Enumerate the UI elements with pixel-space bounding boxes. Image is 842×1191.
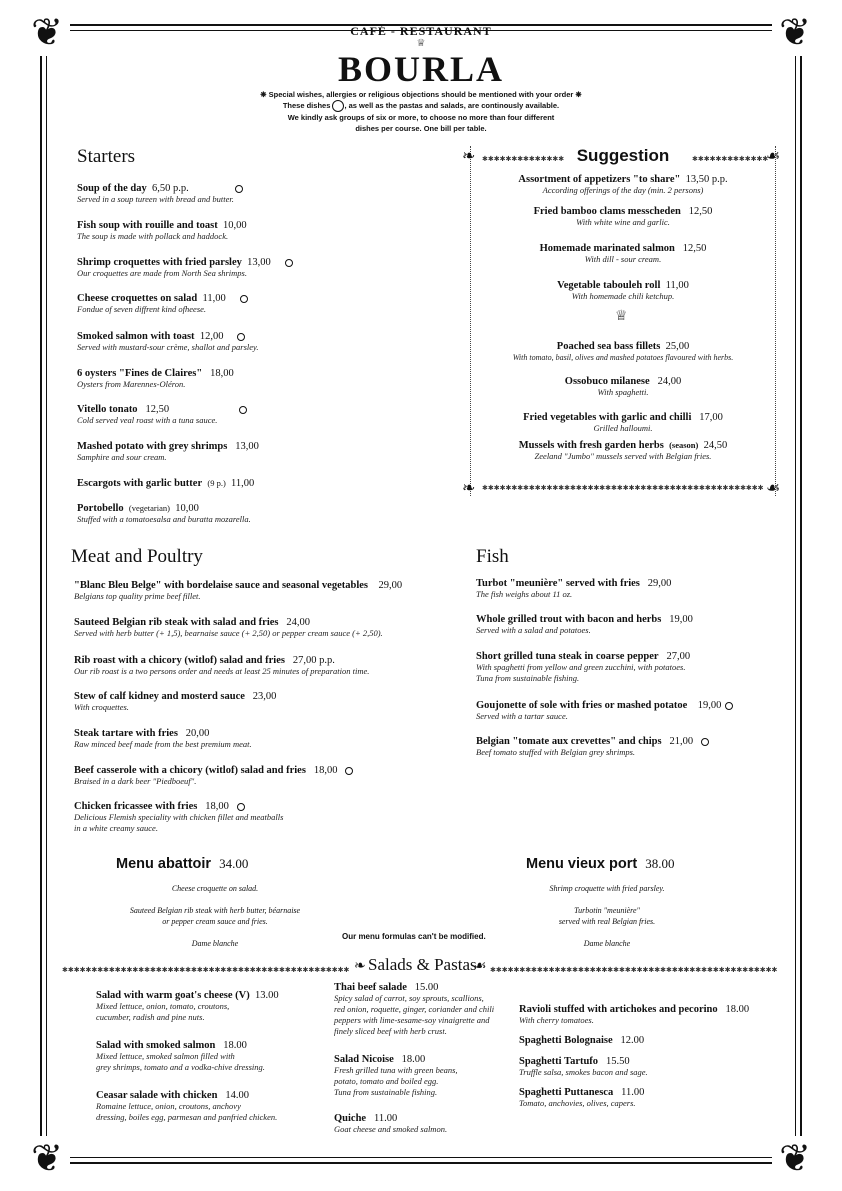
flourish-icon: ❋ <box>573 90 582 99</box>
item-price: 18,00 <box>210 368 234 379</box>
restaurant-name: BOURLA <box>337 49 505 89</box>
item-price: 15.50 <box>605 1056 630 1067</box>
clock-icon <box>345 767 353 775</box>
menu-item <box>77 404 247 426</box>
fleur-icon: ☙ <box>766 148 781 165</box>
item-description: Cold served veal roast with a tuna sauce. <box>77 415 218 425</box>
clock-icon <box>701 738 709 746</box>
menu-item <box>476 651 690 684</box>
menu-item <box>74 655 369 677</box>
item-title <box>476 700 733 711</box>
item-description: Tuna from sustainable fishing. <box>334 1087 438 1097</box>
fleur-icon: ❧ <box>354 959 366 974</box>
item-description: finely sliced beef with herb crust. <box>334 1026 447 1036</box>
item-name: Ravioli stuffed with artichokes and pecorino <box>519 1004 718 1015</box>
corner-ornament-icon: ❦ <box>24 10 70 56</box>
item-title <box>519 1004 749 1015</box>
menu-item <box>96 1090 277 1123</box>
item-title <box>476 614 693 625</box>
menu-vieux-port-line: Turbotin "meunière" <box>574 906 640 915</box>
menu-item <box>470 341 776 363</box>
item-name: Vitello tonato <box>77 404 138 415</box>
item-price: 25,00 <box>665 341 690 352</box>
item-price: 24,00 <box>657 376 682 387</box>
item-name: Short grilled tuna steak in coarse pepper <box>476 651 659 662</box>
item-name: Belgian "tomate aux crevettes" and chips <box>476 736 662 747</box>
menu-item <box>77 441 259 463</box>
item-price: 14.00 <box>225 1090 249 1101</box>
item-name: Vegetable tabouleh roll <box>557 280 661 291</box>
clock-icon <box>725 702 733 710</box>
corner-ornament-icon: ❦ <box>24 1136 70 1182</box>
item-name: Mashed potato with grey shrimps <box>77 441 228 452</box>
menu-item <box>470 376 776 398</box>
item-description: Tomato, anchovies, olives, capers. <box>519 1098 636 1108</box>
clock-icon <box>239 406 247 414</box>
item-price: 18.00 <box>401 1054 426 1065</box>
item-price: 18.00 <box>223 1040 247 1051</box>
item-name: Salad with smoked salmon <box>96 1040 216 1051</box>
menu-item <box>77 503 251 525</box>
item-title <box>96 1090 277 1101</box>
item-name: Beef casserole with a chicory (witlof) salad and fries <box>74 765 306 776</box>
item-name: Salad Nicoise <box>334 1054 394 1065</box>
item-name: Assortment of appetizers "to share" <box>518 174 681 185</box>
item-price: 24,00 <box>286 617 310 628</box>
item-name: Cheese croquettes on salad <box>77 293 198 304</box>
item-title <box>77 478 254 489</box>
item-description: Tuna from sustainable fishing. <box>476 673 580 683</box>
item-name: Smoked salmon with toast <box>77 331 195 342</box>
item-price: 19,00 <box>669 614 693 625</box>
item-name: Soup of the day <box>77 183 147 194</box>
item-description: grey shrimps, tomato and a vodka-chive dressing. <box>96 1062 265 1072</box>
item-description: The fish weighs about 11 oz. <box>476 589 573 599</box>
item-description: in a white creamy sauce. <box>74 823 158 833</box>
item-description: Served with mustard-sour crème, shallot and parsley. <box>77 342 259 352</box>
crown-icon: ♕ <box>615 309 628 324</box>
item-name: Fried bamboo clams messcheden <box>533 206 681 217</box>
menu-item <box>470 206 776 228</box>
item-name: Goujonette of sole with fries or mashed potatoe <box>476 700 688 711</box>
menu-item <box>77 368 234 390</box>
item-name: "Blanc Bleu Belge" with bordelaise sauce and seasonal vegetables <box>74 580 368 591</box>
menu-item <box>74 580 402 602</box>
item-price: 24,50 <box>703 440 728 451</box>
menu-item <box>476 700 733 722</box>
menu-item <box>476 736 709 758</box>
item-description: Truffle salsa, smokes bacon and sage. <box>519 1067 648 1077</box>
item-name: Stew of calf kidney and mosterd sauce <box>74 691 245 702</box>
item-description: Raw minced beef made from the best premium meat. <box>74 739 252 749</box>
menu-vieux-port-title: Menu vieux port 38.00 <box>526 856 675 872</box>
item-title <box>74 617 383 628</box>
item-title <box>476 578 671 589</box>
item-name: Steak tartare with fries <box>74 728 178 739</box>
item-description: Romaine lettuce, onion, croutons, anchovy <box>96 1101 241 1111</box>
fleur-icon: ☙ <box>766 480 781 497</box>
item-description: potato, tomato and boiled egg. <box>334 1076 439 1086</box>
item-name: Portobello <box>77 503 124 514</box>
item-description: Goat cheese and smoked salmon. <box>334 1124 448 1134</box>
menu-item <box>77 293 248 315</box>
item-title <box>77 293 248 304</box>
item-description: With cherry tomatoes. <box>519 1015 594 1025</box>
clock-icon <box>237 333 245 341</box>
item-title <box>476 736 709 747</box>
item-price: 12,50 <box>688 206 713 217</box>
menu-item <box>334 982 494 1037</box>
item-price: 29,00 <box>647 578 672 589</box>
header-note: ❋ Special wishes, allergies or religious objections should be mentioned with your order ❋ These dishes , as well as the pastas and salads, are continously available. We kindly ask groups of six or more, to choose no more than four different dishes per course. One bill per table. <box>260 90 582 134</box>
menu-vieux-port-line: Shrimp croquette with fried parsley. <box>549 884 665 893</box>
item-description: With homemade chili ketchup. <box>571 291 675 301</box>
item-name: Mussels with fresh garden herbs <box>518 440 664 451</box>
item-price: 12,00 <box>199 331 224 342</box>
item-description: With croquettes. <box>74 702 129 712</box>
item-name: Sauteed Belgian rib steak with salad and fries <box>74 617 279 628</box>
menu-item <box>470 174 776 196</box>
corner-ornament-icon: ❦ <box>772 10 818 56</box>
item-price: 6,50 p.p. <box>151 183 189 194</box>
menu-item <box>77 257 293 279</box>
menu-item <box>74 691 276 713</box>
menu-item <box>476 614 693 636</box>
item-title <box>74 655 369 666</box>
clock-icon <box>240 295 248 303</box>
menu-item <box>519 1056 648 1078</box>
item-title <box>470 412 776 423</box>
item-description: red onion, roquette, ginger, coriander and chili <box>334 1004 495 1014</box>
menu-item <box>519 1087 644 1109</box>
item-title <box>77 331 258 342</box>
item-description: Stuffed with a tomatoesalsa and buratta mozarella. <box>77 514 251 524</box>
item-price: 19,00 <box>697 700 722 711</box>
section-title-salads: Salads & Pastas <box>368 955 477 974</box>
star-divider: ✱✱✱✱✱✱✱✱✱✱✱✱✱✱ <box>482 155 565 163</box>
menu-item <box>470 280 776 302</box>
item-price: 11.00 <box>621 1087 645 1098</box>
item-name: (season) <box>669 440 699 450</box>
item-description: According offerings of the day (min. 2 persons) <box>542 185 704 195</box>
item-description: Oysters from Marennes-Oléron. <box>77 379 186 389</box>
item-name: Spaghetti Tartufo <box>519 1056 599 1067</box>
item-description: Served with herb butter (+ 1,5), bearnaise sauce (+ 2,50) or pepper cream sauce (+ 2,50). <box>74 628 383 638</box>
item-title <box>519 1087 644 1098</box>
item-title <box>334 1113 447 1124</box>
item-title <box>470 341 776 352</box>
menu-item <box>96 1040 265 1073</box>
menu-item <box>470 440 776 462</box>
crown-icon: ♕ <box>416 38 426 49</box>
item-name: Escargots with garlic butter <box>77 478 203 489</box>
item-price: 12,50 <box>145 404 170 415</box>
item-name: (vegetarian) <box>128 503 170 513</box>
menu-item <box>77 478 254 489</box>
item-price: 23,00 <box>252 691 277 702</box>
item-price: 10,00 <box>222 220 247 231</box>
item-price: 27,00 <box>666 651 691 662</box>
menu-abattoir-line: Sauteed Belgian rib steak with herb butter, béarnaise <box>129 906 301 915</box>
item-title <box>470 174 776 185</box>
item-name: Thai beef salade <box>334 982 407 993</box>
item-title <box>74 765 353 776</box>
item-name: Fried vegetables with garlic and chilli <box>523 412 692 423</box>
clock-icon <box>235 185 243 193</box>
menu-vieux-port-line: served with real Belgian fries. <box>558 917 656 926</box>
item-title <box>74 801 283 812</box>
item-description: Mixed lettuce, onion, tomato, croutons, <box>96 1001 230 1011</box>
item-price: 18,00 <box>313 765 338 776</box>
menu-abattoir-line: Dame blanche <box>191 939 239 948</box>
item-price: 13,00 <box>247 257 271 268</box>
section-title-fish: Fish <box>476 546 509 567</box>
item-title <box>77 220 247 231</box>
item-name: Homemade marinated salmon <box>539 243 675 254</box>
item-title <box>96 990 279 1001</box>
item-title <box>77 183 243 194</box>
section-title-starters: Starters <box>77 146 136 167</box>
item-title <box>519 1035 644 1046</box>
item-title <box>470 376 776 387</box>
item-description: With dill - sour cream. <box>584 254 662 264</box>
item-description: Beef tomato stuffed with Belgian grey shrimps. <box>476 747 636 757</box>
item-title <box>470 243 776 254</box>
item-price: 21,00 <box>669 736 694 747</box>
menu-item <box>476 578 671 600</box>
menu-item <box>74 801 283 834</box>
item-price: 18,00 <box>205 801 229 812</box>
menu-item <box>519 1004 749 1026</box>
item-name: Quiche <box>334 1113 367 1124</box>
item-description: Braised in a dark beer "Piedboeuf". <box>74 776 197 786</box>
item-name: Ceasar salade with chicken <box>96 1090 218 1101</box>
item-description: Served with a tartar sauce. <box>476 711 568 721</box>
menu-item <box>519 1035 644 1046</box>
menu-item <box>334 1054 458 1098</box>
item-title <box>334 982 494 993</box>
item-description: Samphire and sour cream. <box>77 452 167 462</box>
item-name: Turbot "meunière" served with fries <box>476 578 640 589</box>
item-name: Poached sea bass fillets <box>556 341 661 352</box>
item-price: 10,00 <box>175 503 199 514</box>
menu-item <box>74 728 252 750</box>
clock-icon <box>285 259 293 267</box>
menu-item <box>470 412 776 434</box>
item-description: Fondue of seven diffrent kind ofheese. <box>77 304 207 314</box>
item-description: Served in a soup tureen with bread and butter. <box>77 194 234 204</box>
star-divider: ✱✱✱✱✱✱✱✱✱✱✱✱✱✱✱✱✱✱✱✱✱✱✱✱✱✱✱✱✱✱✱✱✱✱✱✱✱✱✱✱✱✱✱✱✱✱✱✱ <box>482 484 764 492</box>
fleur-icon: ☙ <box>474 959 487 974</box>
item-description: Delicious Flemish speciality with chicken fillet and meatballs <box>74 812 284 822</box>
menu-item <box>334 1113 447 1135</box>
item-description: Spicy salad of carrot, soy sprouts, scallions, <box>334 993 484 1003</box>
menu-vieux-port-line: Dame blanche <box>583 939 631 948</box>
item-price: 17,00 <box>699 412 723 423</box>
item-name: Shrimp croquettes with fried parsley <box>77 257 242 268</box>
item-title <box>519 1056 648 1067</box>
menu-item <box>74 765 353 787</box>
item-title <box>77 368 234 379</box>
item-price: 11,00 <box>202 293 226 304</box>
item-price: 29,00 <box>378 580 403 591</box>
item-name: 6 oysters "Fines de Claires" <box>77 368 203 379</box>
menu-item <box>470 243 776 265</box>
item-description: Mixed lettuce, smoked salmon filled with <box>96 1051 235 1061</box>
item-name: Chicken fricassee with fries <box>74 801 198 812</box>
menu-item <box>77 331 258 353</box>
item-name: Fish soup with rouille and toast <box>77 220 218 231</box>
item-title <box>74 691 276 702</box>
item-price: 13.00 <box>254 990 279 1001</box>
item-title <box>77 503 251 514</box>
item-title <box>77 257 293 268</box>
star-divider: ✱✱✱✱✱✱✱✱✱✱✱✱✱ <box>692 155 769 163</box>
item-description: dressing, boiles egg, parmesan and panfried chicken. <box>96 1112 278 1122</box>
item-title <box>96 1040 265 1051</box>
item-description: With tomato, basil, olives and mashed potatoes flavoured with herbs. <box>512 353 734 362</box>
section-title-meat: Meat and Poultry <box>71 546 203 567</box>
item-price: 15.00 <box>414 982 439 993</box>
item-description: Our croquettes are made from North Sea shrimps. <box>77 268 247 278</box>
item-price: 20,00 <box>185 728 210 739</box>
star-divider: ✱✱✱✱✱✱✱✱✱✱✱✱✱✱✱✱✱✱✱✱✱✱✱✱✱✱✱✱✱✱✱✱✱✱✱✱✱✱✱✱✱✱✱✱✱✱✱✱✱ <box>490 966 778 974</box>
menu-abattoir-title: Menu abattoir 34.00 <box>116 856 249 872</box>
item-description: Fresh grilled tuna with green beans, <box>334 1065 458 1075</box>
item-description: With white wine and garlic. <box>576 217 670 227</box>
menu-item <box>77 183 243 205</box>
restaurant-subtitle: CAFÉ - RESTAURANT <box>350 24 492 38</box>
fleur-icon: ❧ <box>462 480 476 497</box>
item-title <box>74 580 402 591</box>
item-title <box>470 440 776 451</box>
item-title <box>77 404 247 415</box>
item-price: 11,00 <box>665 280 689 291</box>
menu-item <box>74 617 383 639</box>
fleur-icon: ❧ <box>462 148 476 165</box>
item-price: 11.00 <box>373 1113 398 1124</box>
page-header <box>200 24 642 134</box>
menu-item <box>96 990 279 1023</box>
clock-icon <box>332 100 344 112</box>
item-description: cucumber, radish and pine nuts. <box>96 1012 205 1022</box>
formula-note: Our menu formulas can't be modified. <box>342 932 486 941</box>
section-title-suggestion: Suggestion <box>576 146 670 165</box>
menu-abattoir-line: or pepper cream sauce and fries. <box>162 917 268 926</box>
menu-abattoir-line: Cheese croquette on salad. <box>171 884 259 893</box>
menu-item <box>77 220 247 242</box>
item-price: 11,00 <box>231 478 255 489</box>
item-price: 13,50 p.p. <box>685 174 728 185</box>
corner-ornament-icon: ❦ <box>772 1136 818 1182</box>
item-description: Served with a salad and potatoes. <box>476 625 591 635</box>
flourish-icon: ❋ <box>260 90 269 99</box>
item-name: Whole grilled trout with bacon and herbs <box>476 614 662 625</box>
item-description: peppers with lime-sesame-soy vinaigrette and <box>334 1015 490 1025</box>
item-description: Belgians top quality prime beef fillet. <box>74 591 201 601</box>
item-description: With spaghetti from yellow and green zucchini, with potatoes. <box>476 662 686 672</box>
item-name: Ossobuco milanese <box>564 376 650 387</box>
item-price: 27,00 p.p. <box>292 655 335 666</box>
item-description: Zeeland "Jumbo" mussels served with Belgian fries. <box>534 451 712 461</box>
item-title <box>476 651 690 662</box>
item-title <box>334 1054 458 1065</box>
star-divider: ✱✱✱✱✱✱✱✱✱✱✱✱✱✱✱✱✱✱✱✱✱✱✱✱✱✱✱✱✱✱✱✱✱✱✱✱✱✱✱✱✱✱✱✱✱✱✱✱✱ <box>62 966 350 974</box>
item-name: Spaghetti Puttanesca <box>519 1087 614 1098</box>
item-name: Rib roast with a chicory (witlof) salad and fries <box>74 655 285 666</box>
clock-icon <box>237 803 245 811</box>
item-price: 18.00 <box>725 1004 750 1015</box>
item-title <box>74 728 252 739</box>
item-name: (9 p.) <box>207 478 226 488</box>
item-description: Our rib roast is a two persons order and needs at least 25 minutes of preparation time. <box>74 666 370 676</box>
item-description: The soup is made with pollack and haddock. <box>77 231 229 241</box>
item-name: Spaghetti Bolognaise <box>519 1035 613 1046</box>
item-title <box>470 280 776 291</box>
item-description: Grilled halloumi. <box>593 423 653 433</box>
item-title <box>470 206 776 217</box>
item-name: Salad with warm goat's cheese (V) <box>96 990 250 1001</box>
item-price: 12,50 <box>682 243 707 254</box>
item-price: 13,00 <box>235 441 259 452</box>
item-title <box>77 441 259 452</box>
item-description: With spaghetti. <box>597 387 649 397</box>
item-price: 12.00 <box>620 1035 645 1046</box>
